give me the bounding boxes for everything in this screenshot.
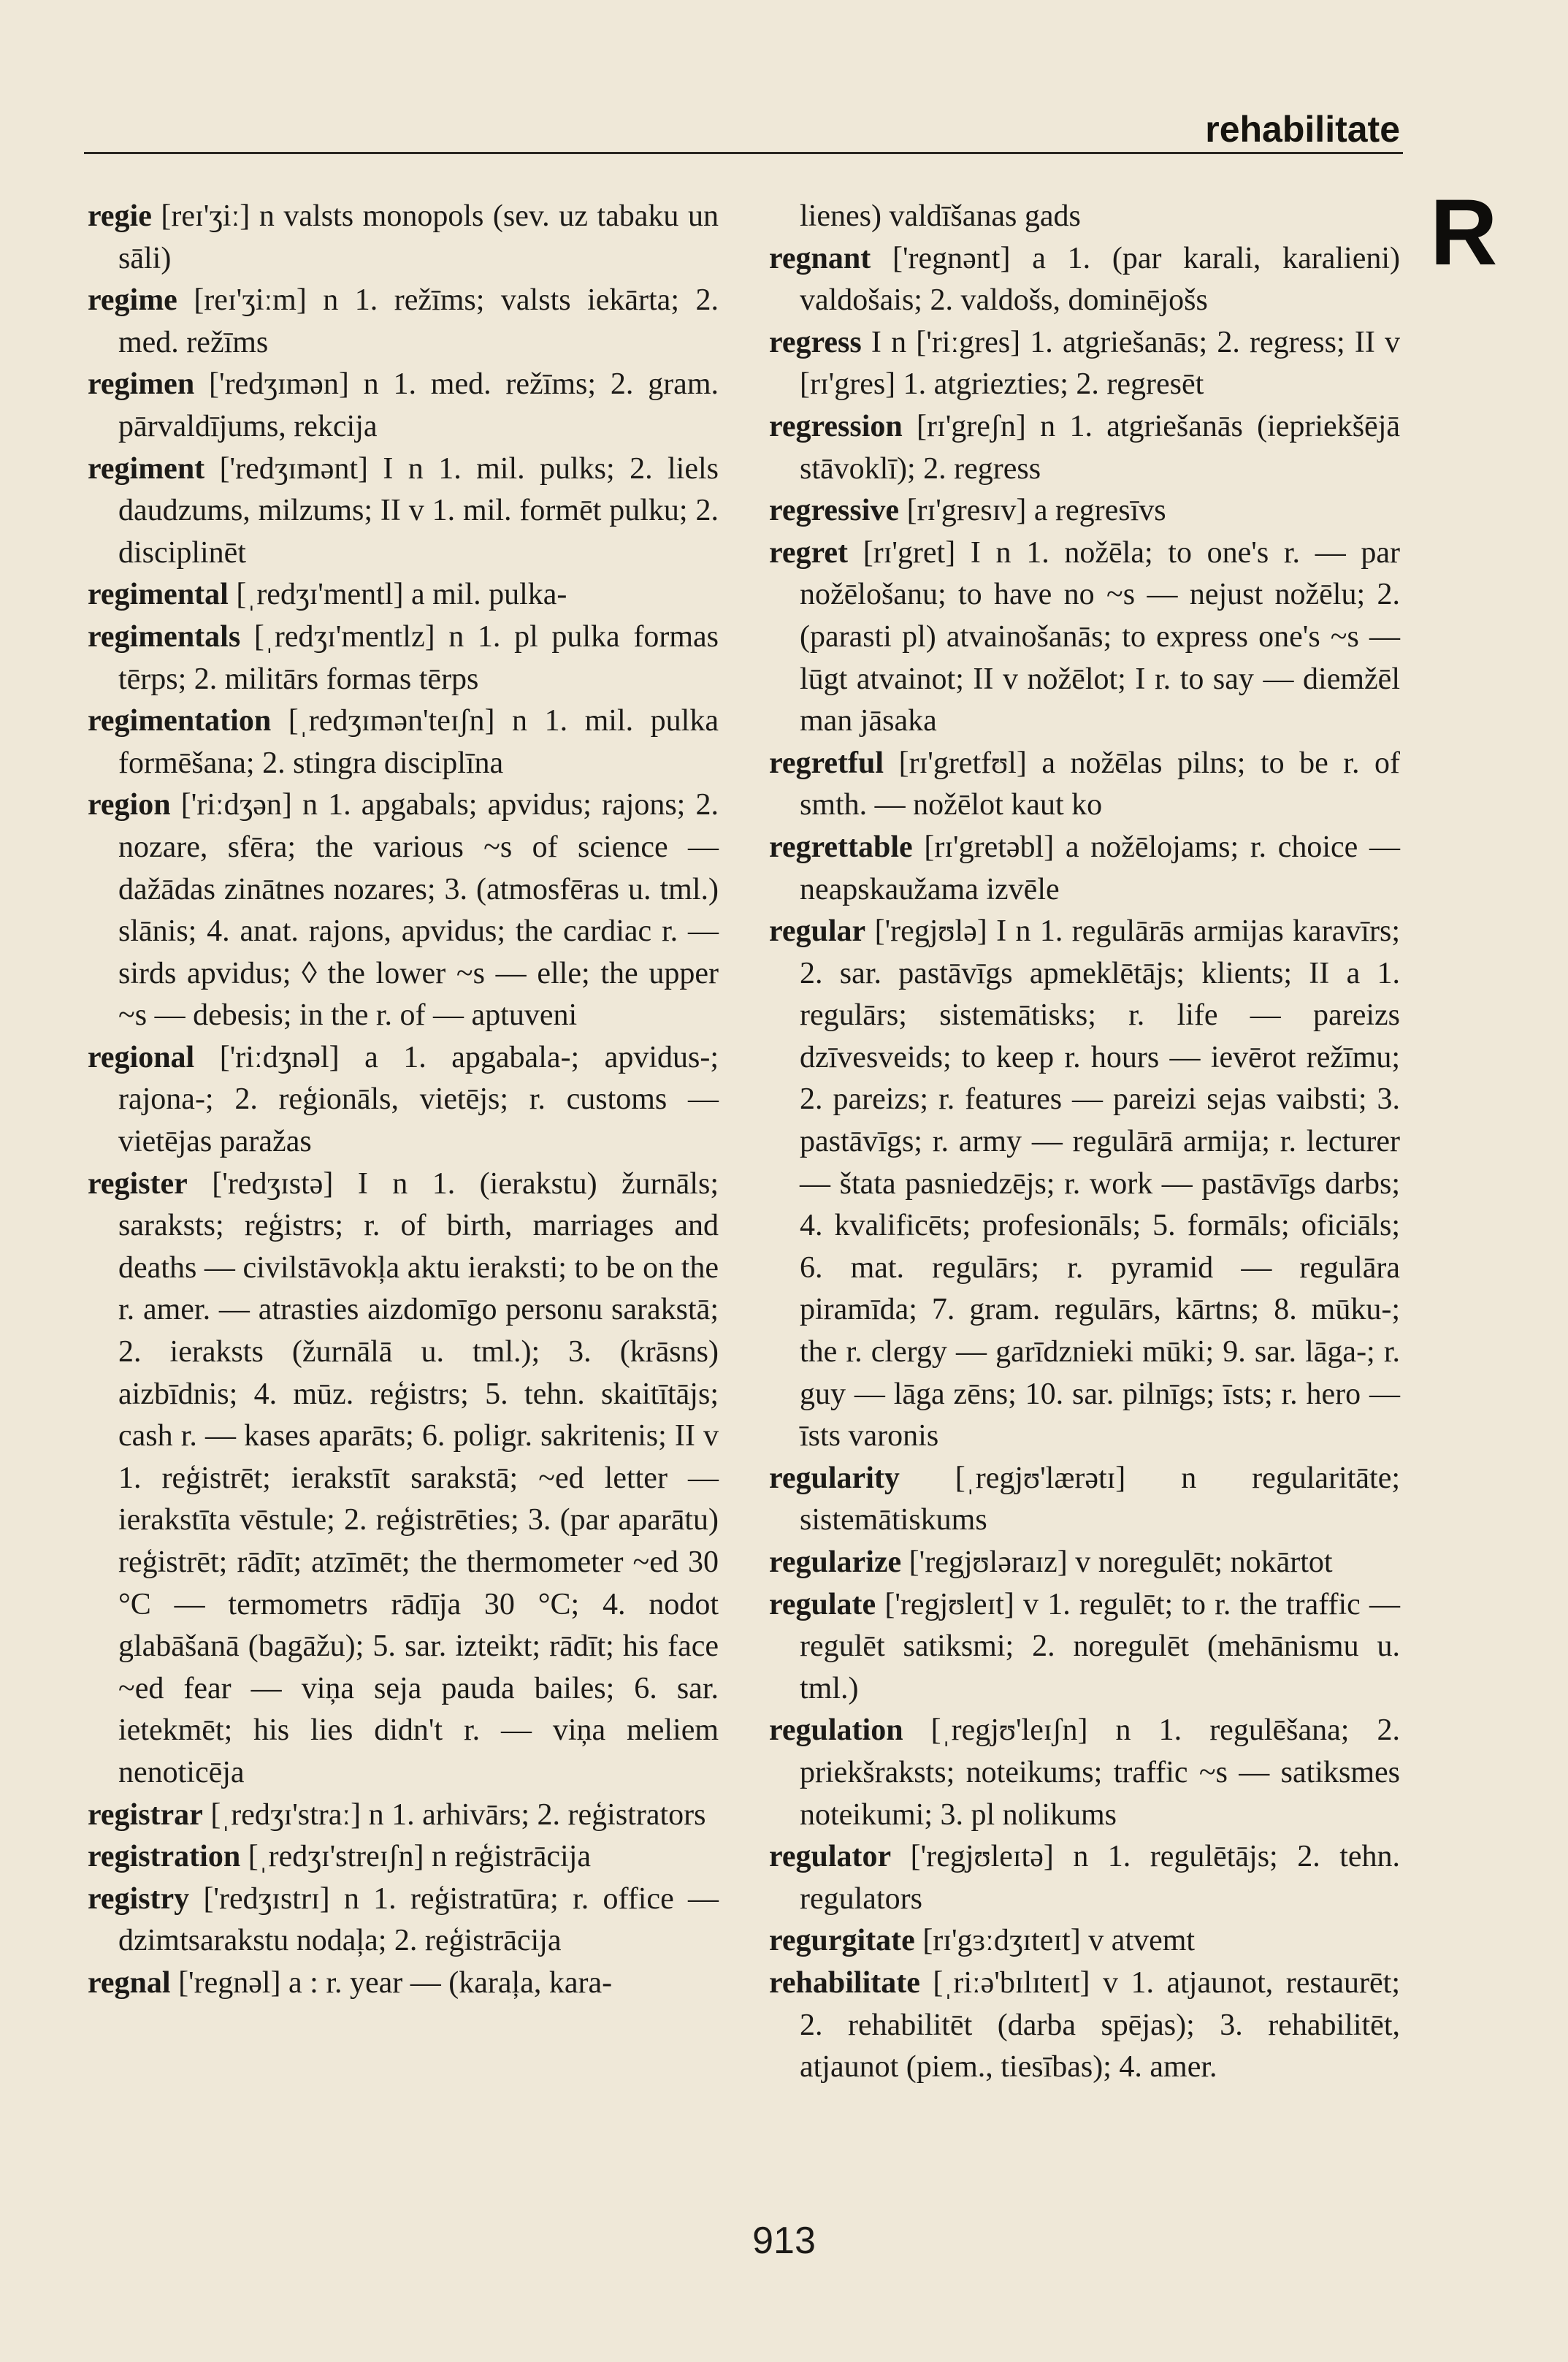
dictionary-entry xyxy=(88,616,719,700)
entry-definition: [ˌredʒɪmən'teɪʃn] n 1. mil. pulka formēšana; 2. stingra disciplīna xyxy=(118,704,719,780)
entry-headword: regimental xyxy=(88,578,229,612)
entry-headword: regretful xyxy=(769,746,884,780)
entry-definition: ['redʒɪstrɪ] n 1. reģistratūra; r. office — dzimtsarakstu nodaļa; 2. reģistrācija xyxy=(118,1881,719,1958)
entry-headword: regimen xyxy=(88,367,195,402)
entry-definition: [rɪ'gretfʊl] a nožēlas pilns; to be r. of smth. — nožēlot kaut ko xyxy=(800,746,1400,822)
dictionary-entry xyxy=(88,1836,719,1878)
entry-headword: regularize xyxy=(769,1545,902,1579)
entry-headword: regimentals xyxy=(88,619,241,654)
dictionary-entry xyxy=(88,1962,719,2005)
entry-definition: [reɪ'ʒiː] n valsts monopols (sev. uz tabaku un sāli) xyxy=(118,199,719,275)
entry-definition: [rɪ'gresɪv] a regresīvs xyxy=(899,494,1166,528)
entry-definition: ['regjʊleɪtə] n 1. regulētājs; 2. tehn. regulators xyxy=(800,1840,1400,1916)
entry-headword: regional xyxy=(88,1040,195,1074)
dictionary-entry xyxy=(769,827,1400,911)
entry-definition: [reɪ'ʒiːm] n 1. režīms; valsts iekārta; 2. med. režīms xyxy=(118,283,719,359)
entry-headword: regie xyxy=(88,199,152,233)
entry-definition: ['regnənt] a 1. (par karali, karalieni) valdošais; 2. valdošs, dominējošs xyxy=(800,241,1400,318)
dictionary-entry xyxy=(769,1542,1400,1584)
entry-headword: regnant xyxy=(769,241,871,275)
entry-definition: ['redʒɪstə] I n 1. (ierakstu) žurnāls; saraksts; reģistrs; r. of birth, marriages and deaths — civilstāvokļa aktu ieraksti; to be on the r. amer. — atrasties aizdomīgo personu sarakstā; 2. ieraksts (žurnālā u. tml.); 3. (krāsns) aizbīdnis; 4. mūz. reģistrs; 5. tehn. skaitītājs; cash r. — kases aparāts; 6. poligr. sakritenis; II v 1. reģistrēt; ierakstīt sarakstā; ~ed letter — ierakstīta vēstule; 2. reģistrēties; 3. (par aparātu) reģistrēt; rādīt; atzīmēt; the thermometer ~ed 30 °C — termometrs rādīja 30 °C; 4. nodot glabāšanā (bagāžu); 5. sar. izteikt; rādīt; his face ~ed fear — viņa seja pauda bailes; 6. sar. ietekmēt; his lies didn't r. — viņa meliem nenoticēja xyxy=(118,1166,719,1789)
left-column xyxy=(88,196,719,2005)
dictionary-entry xyxy=(88,1878,719,1962)
entry-definition: [rɪ'greʃn] n 1. atgriešanās (iepriekšējā stāvoklī); 2. regress xyxy=(800,409,1400,486)
page-number: 913 xyxy=(752,2220,816,2262)
running-head: rehabilitate xyxy=(1205,109,1400,150)
entry-definition: [ˌregjʊ'leɪʃn] n 1. regulēšana; 2. priekšraksts; noteikums; traffic ~s — satiksmes noteikumi; 3. pl nolikums xyxy=(800,1713,1400,1832)
entry-headword: regress xyxy=(769,325,862,359)
entry-headword: regular xyxy=(769,914,866,949)
thumb-index-letter: R xyxy=(1430,180,1498,285)
entry-definition: ['riːdʒən] n 1. apgabals; apvidus; rajons; 2. nozare, sfēra; the various ~s of science — dažādas zinātnes nozares; 3. (atmosfēras u. tml.) slānis; 4. anat. rajons, apvidus; the cardiac r. — sirds apvidus; ◊ the lower ~s — elle; the upper ~s — debesis; in the r. of — aptuveni xyxy=(118,788,719,1033)
dictionary-entry xyxy=(769,322,1400,406)
entry-headword: regiment xyxy=(88,451,205,486)
entry-headword: regime xyxy=(88,283,177,318)
entry-headword: regrettable xyxy=(769,830,913,864)
entry-definition: ['riːdʒnəl] a 1. apgabala-; apvidus-; rajona-; 2. reģionāls, vietējs; r. customs — vietējas paražas xyxy=(118,1040,719,1159)
entry-definition: lienes) valdīšanas gads xyxy=(800,199,1081,233)
dictionary-entry xyxy=(88,784,719,1037)
dictionary-entry xyxy=(769,238,1400,322)
dictionary-entry xyxy=(769,1584,1400,1711)
entry-definition: ['redʒɪmən] n 1. med. režīms; 2. gram. pārvaldījums, rekcija xyxy=(118,367,719,443)
dictionary-entry xyxy=(88,700,719,784)
entry-headword: register xyxy=(88,1166,188,1201)
entry-headword: region xyxy=(88,788,171,822)
entry-definition: ['redʒɪmənt] I n 1. mil. pulks; 2. liels daudzums, milzums; II v 1. mil. formēt pulku; 2. disciplinēt xyxy=(118,451,719,570)
dictionary-entry xyxy=(769,406,1400,490)
dictionary-entry xyxy=(88,1163,719,1795)
entry-headword: registry xyxy=(88,1881,190,1916)
header-rule xyxy=(84,152,1403,154)
dictionary-entry xyxy=(769,1836,1400,1920)
entry-definition: I n ['riːgres] 1. atgriešanās; 2. regress; II v [rɪ'gres] 1. atgriezties; 2. regresēt xyxy=(800,325,1400,402)
dictionary-entry xyxy=(769,532,1400,743)
entry-headword: regulation xyxy=(769,1713,903,1748)
dictionary-entry xyxy=(769,1458,1400,1542)
entry-headword: rehabilitate xyxy=(769,1965,920,2000)
dictionary-entry xyxy=(88,448,719,575)
dictionary-entry xyxy=(769,490,1400,532)
dictionary-entry xyxy=(88,1795,719,1837)
entry-headword: regnal xyxy=(88,1965,171,2000)
entry-headword: regulate xyxy=(769,1587,876,1621)
entry-definition: ['regjʊleɪt] v 1. regulēt; to r. the traffic — regulēt satiksmi; 2. noregulēt (mehānismu u. tml.) xyxy=(800,1587,1400,1705)
entry-definition: [ˌredʒɪ'mentl] a mil. pulka- xyxy=(228,578,567,612)
entry-definition: [rɪ'gret] I n 1. nožēla; to one's r. — par nožēlošanu; to have no ~s — nejust nožēlu; 2. (parasti pl) atvainošanās; to express one's ~s — lūgt atvainot; II v nožēlot; I r. to say — diemžēl man jāsaka xyxy=(800,535,1400,738)
dictionary-entry xyxy=(769,911,1400,1458)
dictionary-entry xyxy=(88,196,719,280)
entry-headword: regression xyxy=(769,409,903,443)
entry-headword: registrar xyxy=(88,1797,203,1832)
right-column xyxy=(769,196,1400,2089)
entry-headword: regulator xyxy=(769,1840,892,1874)
entry-headword: regularity xyxy=(769,1461,900,1495)
entry-definition: ['regjʊləraɪz] v noregulēt; nokārtot xyxy=(901,1545,1333,1579)
entry-definition: ['regjʊlə] I n 1. regulārās armijas karavīrs; 2. sar. pastāvīgs apmeklētājs; klients; II a 1. regulārs; sistemātisks; r. life — pareizs dzīvesveids; to keep r. hours — ievērot režīmu; 2. pareizs; r. features — pareizi sejas vaibsti; 3. pastāvīgs; r. army — regulārā armija; r. lecturer — štata pasniedzējs; r. work — pastāvīgs darbs; 4. kvalificēts; profesionāls; 5. formāls; oficiāls; 6. mat. regulārs; r. pyramid — regulāra piramīda; 7. gram. regulārs, kārtns; 8. mūku-; the r. clergy — garīdznieki mūki; 9. sar. lāga-; r. guy — lāga zēns; 10. sar. pilnīgs; īsts; r. hero — īsts varonis xyxy=(800,914,1400,1453)
dictionary-entry xyxy=(88,574,719,616)
entry-headword: regimentation xyxy=(88,704,272,738)
dictionary-entry xyxy=(769,1962,1400,2089)
dictionary-entry xyxy=(769,1920,1400,1962)
dictionary-entry xyxy=(769,196,1400,238)
dictionary-entry xyxy=(88,280,719,364)
entry-headword: regret xyxy=(769,535,849,570)
entry-definition: [ˌredʒɪ'streɪʃn] n reģistrācija xyxy=(240,1840,592,1874)
entry-definition: [ˌredʒɪ'mentlz] n 1. pl pulka formas tērps; 2. militārs formas tērps xyxy=(118,619,719,696)
entry-definition: [ˌriːə'bɪlɪteɪt] v 1. atjaunot, restaurēt; 2. rehabilitēt (darba spējas); 3. rehabilitēt, atjaunot (piem., tiesības); 4. amer. xyxy=(800,1965,1400,2084)
entry-definition: [ˌregjʊ'lærətɪ] n regularitāte; sistemātiskums xyxy=(800,1461,1400,1537)
dictionary-entry xyxy=(88,1037,719,1163)
dictionary-entry xyxy=(769,1710,1400,1836)
entry-headword: regurgitate xyxy=(769,1924,915,1958)
entry-definition: ['regnəl] a : r. year — (karaļa, kara- xyxy=(170,1965,613,2000)
entry-headword: regressive xyxy=(769,494,900,528)
entry-definition: [rɪ'gɜːdʒɪteɪt] v atvemt xyxy=(914,1924,1196,1958)
dictionary-entry xyxy=(88,364,719,448)
entry-headword: registration xyxy=(88,1840,241,1874)
dictionary-entry xyxy=(769,743,1400,827)
entry-definition: [ˌredʒɪ'straː] n 1. arhivārs; 2. reģistrators xyxy=(202,1797,706,1832)
entry-definition: [rɪ'gretəbl] a nožēlojams; r. choice — neapskaužama izvēle xyxy=(800,830,1400,906)
